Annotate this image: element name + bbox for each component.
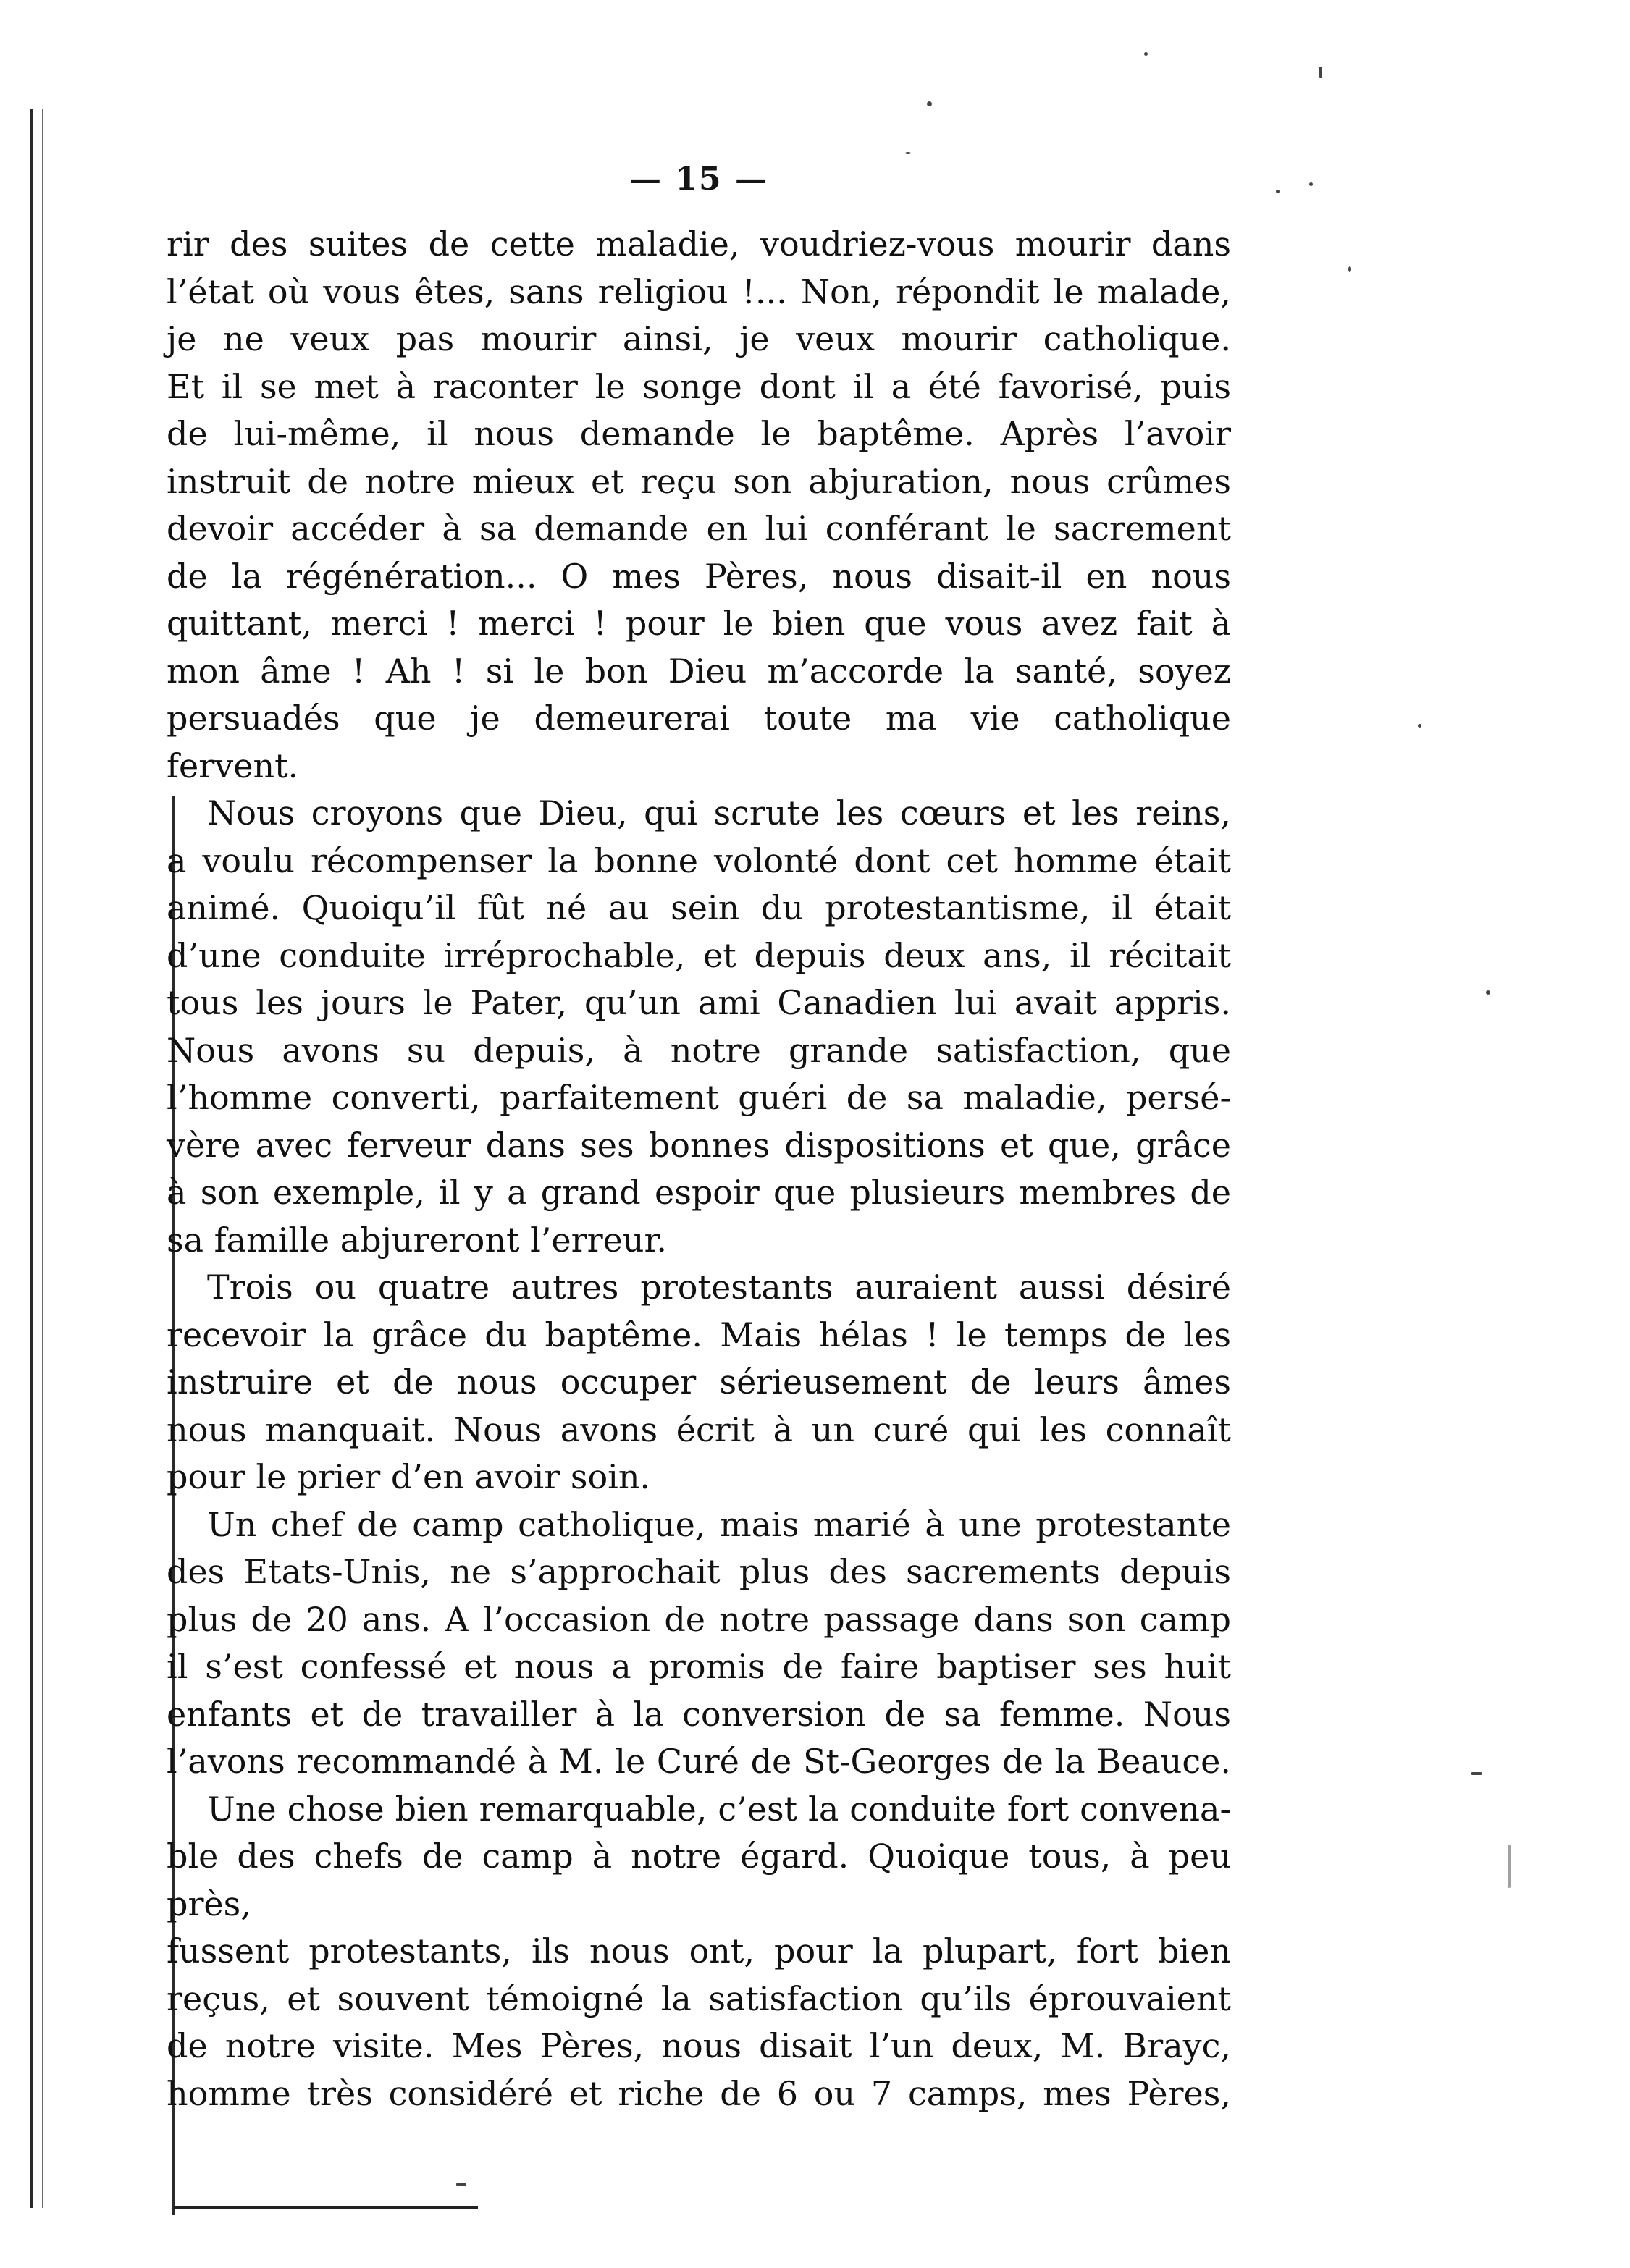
binding-edge-line xyxy=(42,109,43,2208)
text-line: tous les jours le Pater, qu’un ami Canadien lui avait appris. xyxy=(167,983,1231,1022)
text-line: Et il se met à raconter le songe dont il a été favorisé, puis xyxy=(167,366,1231,406)
text-line: enfants et de travailler à la conversion de sa femme. Nous xyxy=(167,1694,1231,1734)
text-line: a voulu récompenser la bonne volonté dont cet homme était xyxy=(167,840,1231,880)
text-line: je ne veux pas mourir ainsi, je veux mourir catholique. xyxy=(167,319,1231,358)
text-line: ble des chefs de camp à notre égard. Quoique tous, à peu près, xyxy=(167,1837,1231,1923)
text-line: Nous croyons que Dieu, qui scrute les cœurs et les reins, xyxy=(207,793,1231,832)
scan-speck xyxy=(1486,990,1490,995)
text-line: d’une conduite irréprochable, et depuis deux ans, il récitait xyxy=(167,935,1231,975)
text-line: Trois ou quatre autres protestants auraient aussi désiré xyxy=(207,1268,1231,1307)
scan-speck xyxy=(1418,724,1421,728)
text-line: homme très considéré et riche de 6 ou 7 camps, mes Pères, xyxy=(167,2073,1231,2113)
text-line: Un chef de camp catholique, mais marié à une protestante xyxy=(207,1504,1231,1544)
binding-edge-line xyxy=(30,109,33,2208)
paragraph xyxy=(167,1501,1231,1786)
text-line: animé. Quoiqu’il fût né au sein du protestantisme, il était xyxy=(167,888,1231,927)
text-line: persuadés que je demeurerai toute ma vie catholique xyxy=(167,699,1231,738)
paragraph xyxy=(167,790,1231,1264)
text-line: fussent protestants, ils nous ont, pour la plupart, fort bien xyxy=(167,1931,1231,1970)
text-line: l’état où vous êtes, sans religiou !... Non, répondit le malade, xyxy=(167,271,1231,311)
text-line: nous manquait. Nous avons écrit à un curé qui les connaît xyxy=(167,1409,1231,1449)
scan-speck xyxy=(1508,1845,1511,1888)
text-line: reçus, et souvent témoigné la satisfaction qu’ils éprouvaient xyxy=(167,1978,1231,2018)
text-line: l’avons recommandé à M. le Curé de St-Georges de la Beauce. xyxy=(167,1742,1231,1781)
text-line: plus de 20 ans. A l’occasion de notre passage dans son camp xyxy=(167,1599,1231,1639)
text-line: à son exemple, il y a grand espoir que plusieurs membres de xyxy=(167,1173,1231,1212)
text-line: recevoir la grâce du baptême. Mais hélas ! le temps de les xyxy=(167,1315,1231,1354)
text-line: sa famille abjureront l’erreur. xyxy=(167,1220,668,1260)
scan-speck xyxy=(1348,266,1351,272)
text-line: des Etats-Unis, ne s’approchait plus des sacrements depuis xyxy=(167,1552,1231,1591)
scan-speck xyxy=(905,152,911,154)
text-line: de notre visite. Mes Pères, nous disait l’un deux, M. Brayc, xyxy=(167,2026,1231,2065)
text-line: Une chose bien remarquable, c’est la conduite fort convena- xyxy=(207,1789,1231,1829)
paragraph xyxy=(167,1264,1231,1501)
paragraph xyxy=(167,221,1231,790)
scan-speck xyxy=(1309,182,1313,186)
scan-speck xyxy=(1319,67,1322,78)
scan-speck xyxy=(1144,52,1148,56)
scan-speck xyxy=(927,101,932,106)
text-line: de lui-même, il nous demande le baptême. Après l’avoir xyxy=(167,414,1231,453)
text-line: de la régénération... O mes Pères, nous disait-il en nous xyxy=(167,556,1231,596)
body-text xyxy=(167,221,1231,2117)
text-line: instruire et de nous occuper sérieusement de leurs âmes xyxy=(167,1362,1231,1401)
text-line: l’homme converti, parfaitement guéri de sa maladie, persé- xyxy=(167,1078,1231,1117)
text-line: fervent. xyxy=(167,746,299,785)
text-line: vère avec ferveur dans ses bonnes dispositions et que, grâce xyxy=(167,1125,1231,1165)
scan-speck xyxy=(1276,190,1280,193)
text-line: mon âme ! Ah ! si le bon Dieu m’accorde la santé, soyez xyxy=(167,651,1231,691)
text-line: quittant, merci ! merci ! pour le bien que vous avez fait à xyxy=(167,604,1231,643)
text-line: il s’est confessé et nous a promis de faire baptiser ses huit xyxy=(167,1647,1231,1686)
text-line: instruit de notre mieux et reçu son abjuration, nous crûmes xyxy=(167,461,1231,501)
text-line: pour le prier d’en avoir soin. xyxy=(167,1457,651,1496)
scan-speck xyxy=(1471,1772,1482,1775)
paragraph xyxy=(167,1786,1231,2118)
text-line: devoir accéder à sa demande en lui conférant le sacrement xyxy=(167,509,1231,548)
bottom-rule xyxy=(174,2206,478,2209)
scan-speck xyxy=(456,2183,466,2186)
text-line: rir des suites de cette maladie, voudriez-vous mourir dans xyxy=(167,224,1231,264)
text-line: Nous avons su depuis, à notre grande satisfaction, que xyxy=(167,1030,1231,1070)
page-number: — 15 — xyxy=(629,161,768,198)
